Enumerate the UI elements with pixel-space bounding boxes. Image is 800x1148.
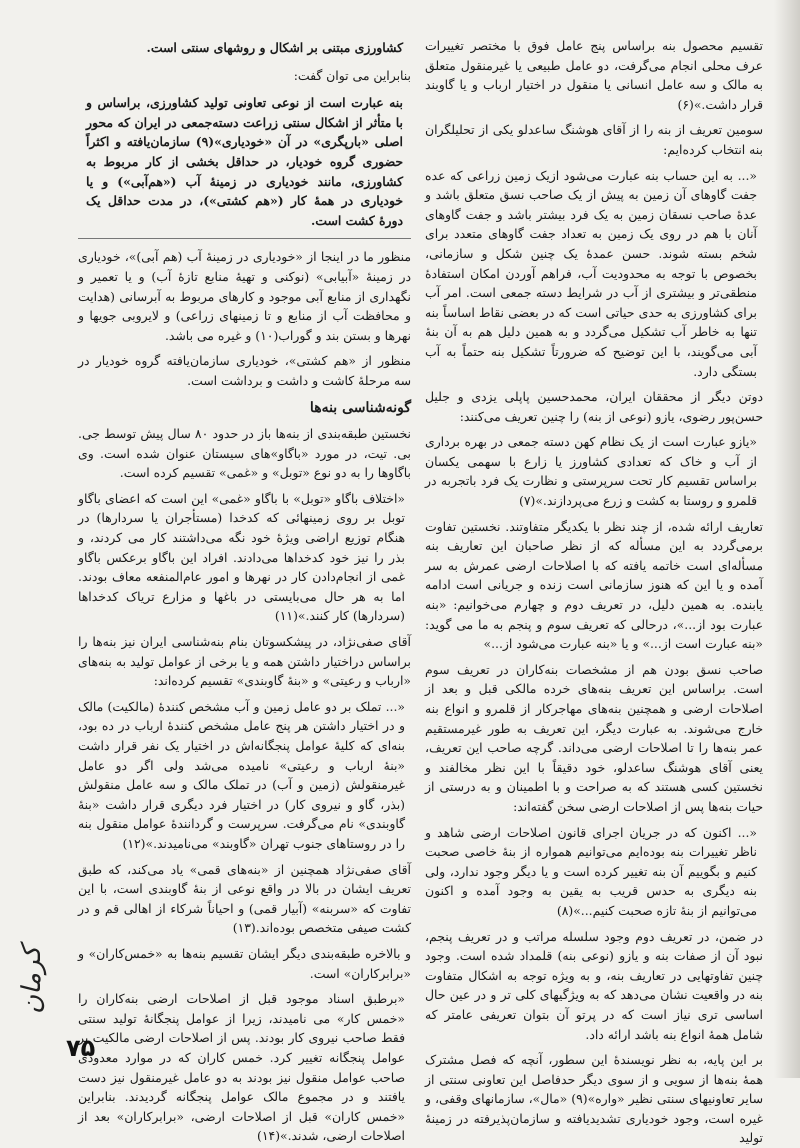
quote-paragraph: «... اکنون که در جریان اجرای قانون اصلاحات ارضی شاهد و ناظر تغییرات بنه بوده‌ایم می‌توانیم همواره از بنهٔ خاصی صحبت کنیم و بگوییم آن بنه تغییر کرده است و یا دیگر وجود ندارد، ولی بنه دیگری به حدس قریب به یقین به وجود آمده و اکنون می‌توانیم از بنهٔ تازه صحبت کنیم...»(۸) [425,824,757,918]
paragraph: در ضمن، در تعریف دوم وجود سلسله مراتب و در تعریف پنجم، نبود آن از صفات بنه و یازو (نوعی بنه) قلمداد شده است. وجود چنین تفاوتهایی در تعاریف بنه، و به ویژه توجه به اشکال متفاوت بنه در واقعیت نشان می‌دهد که به ویژگیهای کلی تر و در عین حال اساسی تری نیاز است که در پرتو آن بتوان تعریفی عامتر که شامل همهٔ انواع بنه باشد ارائه داد. [425,928,763,1042]
quote-paragraph: «برطبق اسناد موجود قبل از اصلاحات ارضی بنه‌کاران را «خمس کار» می نامیدند، زیرا از عوامل پنجگانهٔ تولید سنتی فقط صاحب نیروی کار بودند. پس از اصلاحات ارضی مالکیت بر عوامل پنجگانه تغییر کرد. خمس کاران که در موارد معدودی صاحب عوامل منقول نیز بودند به دو عامل غیرمنقول نیز دست یافتند و در مجموع مالک عوامل پنجگانه گردیدند. بنابراین «خمس کاران» قبل از اصلاحات ارضی، «برابرکاران» بعد از اصلاحات ارضی، شدند.»(۱۴) [78,991,405,1144]
paragraph: سومین تعریف از بنه را از آقای هوشنگ ساعدلو یکی از تحلیلگران بنه انتخاب کرده‌ایم: [425,122,763,157]
paragraph: تقسیم محصول بنه براساس پنج عامل فوق با مختصر تغییرات عرف محلی انجام می‌گرفت، دو عامل طبیعی یا غیرمنقول متعلق به مالک و سه عامل انسانی یا منقول در اختیار ارباب و یا گاوبند قرار داشت.»(۶) [425,38,763,112]
paragraph: منظور از «هم کشتی»، خودیاری سازمان‌یافته گروه خودیار در سه مرحلهٔ کاشت و داشت و برداشت است. [78,353,411,388]
paragraph: آقای صفی‌نژاد همچنین از «بنه‌های قمی» یاد می‌کند، که طبق تعریف ایشان در بالا در واقع نوعی از بنهٔ گاوبندی است، با این تفاوت که «سربنه» (آبیار قمی) و احیاناً شرکاء از اهالی قم و در کشت صیفی متخصص بوده‌اند.(۱۳) [78,861,411,936]
paragraph: نخستین طبقه‌بندی از بنه‌ها باز در حدود ۸۰ سال پیش توسط جی. بی. تیت، در مورد «باگاو»های سیستان عنوان شده است. وی باگاوها را به دو نوع «توبل» و «غمی» تقسیم کرده است. [78,426,411,481]
page-spine-shadow [774,0,800,1078]
paragraph: بر این پایه، به نظر نویسندهٔ این سطور، آنچه که فصل مشترک همهٔ بنه‌ها از سویی و از سوی دیگر حدفاصل این تعاونی سنتی از سایر تعاونیهای سنتی نظیر «واره»(۹) «مال»، سازمانهای وقفی، و غیره است، وجود خودیاری تشدیدیافته و سازمان‌پذیرفته در زمینهٔ تولید [425,1052,763,1146]
quote-paragraph: «... به این حساب بنه عبارت می‌شود ازیک زمین زراعی که عده جفت گاوهای آن زمین به پیش از یک صاحب نسق متعلق باشد و عدهٔ صاحب نسقان زمین به یک فرد بیشتر باشد و جفت گاوهای آنان با هم در روی یک زمین به تعداد جفت گاوهای متعدد برای شخم بسته شوند. حسن عمدهٔ یک چنین شکل و سازمانی، بخصوص با توجه به محدودیت آب، فراهم آوردن امکان استفادهٔ منطقی‌تر و بیشتری از آب در شرایط دسته جمعی است. امر آب برای کشاورزی به حدی حیاتی است که در بعضی نقاط اساساً بنه تنها به خاطر آب تشکیل می‌گردد و به همین دلیل هم به آن بنهٔ آبی می‌گویند، با این توضیح که ضرورتاً تشکیل بنه حتماً به آب بستگی دارد. [425,167,757,379]
right-column [425,36,763,1146]
intro-line: بنابراین می توان گفت: [293,67,411,83]
quote-paragraph: «یازو عبارت است از یک نظام کهن دسته جمعی در بهره برداری از آب و خاک که تعدادی کشاورز یا زارع با سهمی یکسان براساس تقسیم کار تحت سرپرستی و نظارت یک فرد باتجربه در قلمرو و روستا به کشت و زرع می‌پردازند.»(۷) [425,434,757,509]
section-heading: گونه‌شناسی بنه‌ها [309,399,411,416]
paragraph: و بالاخره طبقه‌بندی دیگر ایشان تقسیم بنه‌ها به «خمس‌کاران» و «برابرکاران» است. [78,945,411,981]
bune-definition: بنه عبارت است از نوعی تعاونی تولید کشاورزی، براساس و با متأثر از اشکال سنتی زراعت دسته‌جمعی در ایران که محور اصلی «بارپگری» در آن «خودیاری»(۹) سازمان‌یافته و اکثراً حضوری گروه خودیار، در حداقل بخشی از کار مربوط به کشاورزی، مانند خودیاری در زمینهٔ آب («هم‌آبی») و یا خودیاری در همهٔ کار («هم کشتی»)، در مدت حداقل یک دورهٔ کشت است. [86,95,403,228]
boxed-conclusion: کشاورزی مبتنی بر اشکال و روشهای سنتی است. [146,40,403,55]
kerman-logo [18,935,62,1025]
paragraph: منظور ما در اینجا از «خودیاری در زمینهٔ آب (هم آبی)»، خودیاری در زمینهٔ «آبیابی» (نوکنی و تهیهٔ منابع تازهٔ آب) و یا تعمیر و نگهداری از منابع آبی موجود و کارهای مربوط به آبرسانی (هدایت و محافظت آب از منابع و تا زمینهای زراعی) و لایروبی جویها و نهرها و بستن بند و گوراب(۱۰) و غیره می باشد. [78,249,411,343]
paragraph: صاحب نسق بودن هم از مشخصات بنه‌کاران در تعریف سوم است. براساس این تعریف بنه‌های خرده مالکی قبل و بعد از اصلاحات ارضی و همچنین بنه‌های مهاجرکار از قلمرو و انواع بنه خارج می‌شوند. به عبارت دیگر، این تعریف به طور غیرمستقیم عمر بنه‌ها را تا اصلاحات ارضی می‌داند. گرچه صاحب این تعریف، یعنی آقای هوشنگ ساعدلو، خود دقیقاً با این نظر مخالفند و نخستین کسی هستند که به صراحت و با اطمینان و به درستی از حیات بنه‌ها پس از اصلاحات ارضی سخن گفته‌اند: [425,661,763,814]
logo-text: کرمان [17,946,47,1014]
page-number: ۷۵ [66,1034,96,1062]
paragraph: تعاریف ارائه شده، از چند نظر با یکدیگر متفاوتند. نخستین تفاوت برمی‌گردد به این مسأله که از نظر صاحبان این تعاریف بنه مسأله‌ای است خاتمه یافته که با اصلاحات ارضی عمرش به سر آمده و یا این که هنوز سازمانی است زنده و جریانی است ادامه یابنده. به همین دلیل، در تعریف دوم و چهارم می‌خوانیم: «بنه عبارت بود از...»، درحالی که تعریف سوم و پنجم به ما می گوید: «بنه عبارت است از...» و یا «بنه عبارت می‌شود از...» [425,518,763,652]
section-divider [78,238,411,239]
quote-paragraph: «اختلاف باگاو «توبل» با باگاو «غمی» این است که اعضای باگاو توبل بر روی زمینهائی که کدخدا (مستأجران یا سردارها) در هنگام توزیع اراضی ویژهٔ خود نگه می‌داشتند کار می کردند، و بذر را نیز خود کدخداها می‌دادند. افراد این باگاو برعکس باگاو غمی از انجام‌دادن کار در نهرها و امور عام‌المنفعه معاف بودند. اما به هر حال می‌بایستی در باغها و مزارع تریاک کدخداها (سردارها) کار کنند.»(۱۱) [78,490,405,624]
paragraph: دوتن دیگر از محققان ایران، محمدحسین پاپلی یزدی و جلیل حسن‌پور رضوی، یازو (نوعی از بنه) را چنین تعریف می‌کنند: [425,389,763,424]
paragraph: آقای صفی‌نژاد، در پیشکسوتان بنام بنه‌شناسی ایران نیز بنه‌ها را براساس دراختیار داشتن همه و یا برخی از عوامل تولید به بنه‌های «ارباب و رعیتی» و «بنهٔ گاوبندی» تقسیم کرده‌اند: [78,634,411,689]
quote-paragraph: «... تملک بر دو عامل زمین و آب مشخص کنندهٔ (مالکیت) مالک و در اختیار داشتن هر پنج عامل مشخص کنندهٔ ارباب در ده بود، بنه‌ای که کلیهٔ عوامل پنجگانه‌اش در اختیار یک نفر قرار داشت «بنهٔ ارباب و رعیتی» نامیده می‌شد ولی اگر دو عامل غیرمنقولش (زمین و آب) در تملک مالک و سه عامل منقولش (بذر، گاو و نیروی کار) در اختیار فرد دیگری قرار داشت «بنهٔ گاوبندی» نام می‌گرفت. سرپرست و گردانندهٔ عوامل منقول بنه را در روستاهای جنوب تهران «گاوبند» می‌نامیدند.»(۱۲) [78,698,405,851]
